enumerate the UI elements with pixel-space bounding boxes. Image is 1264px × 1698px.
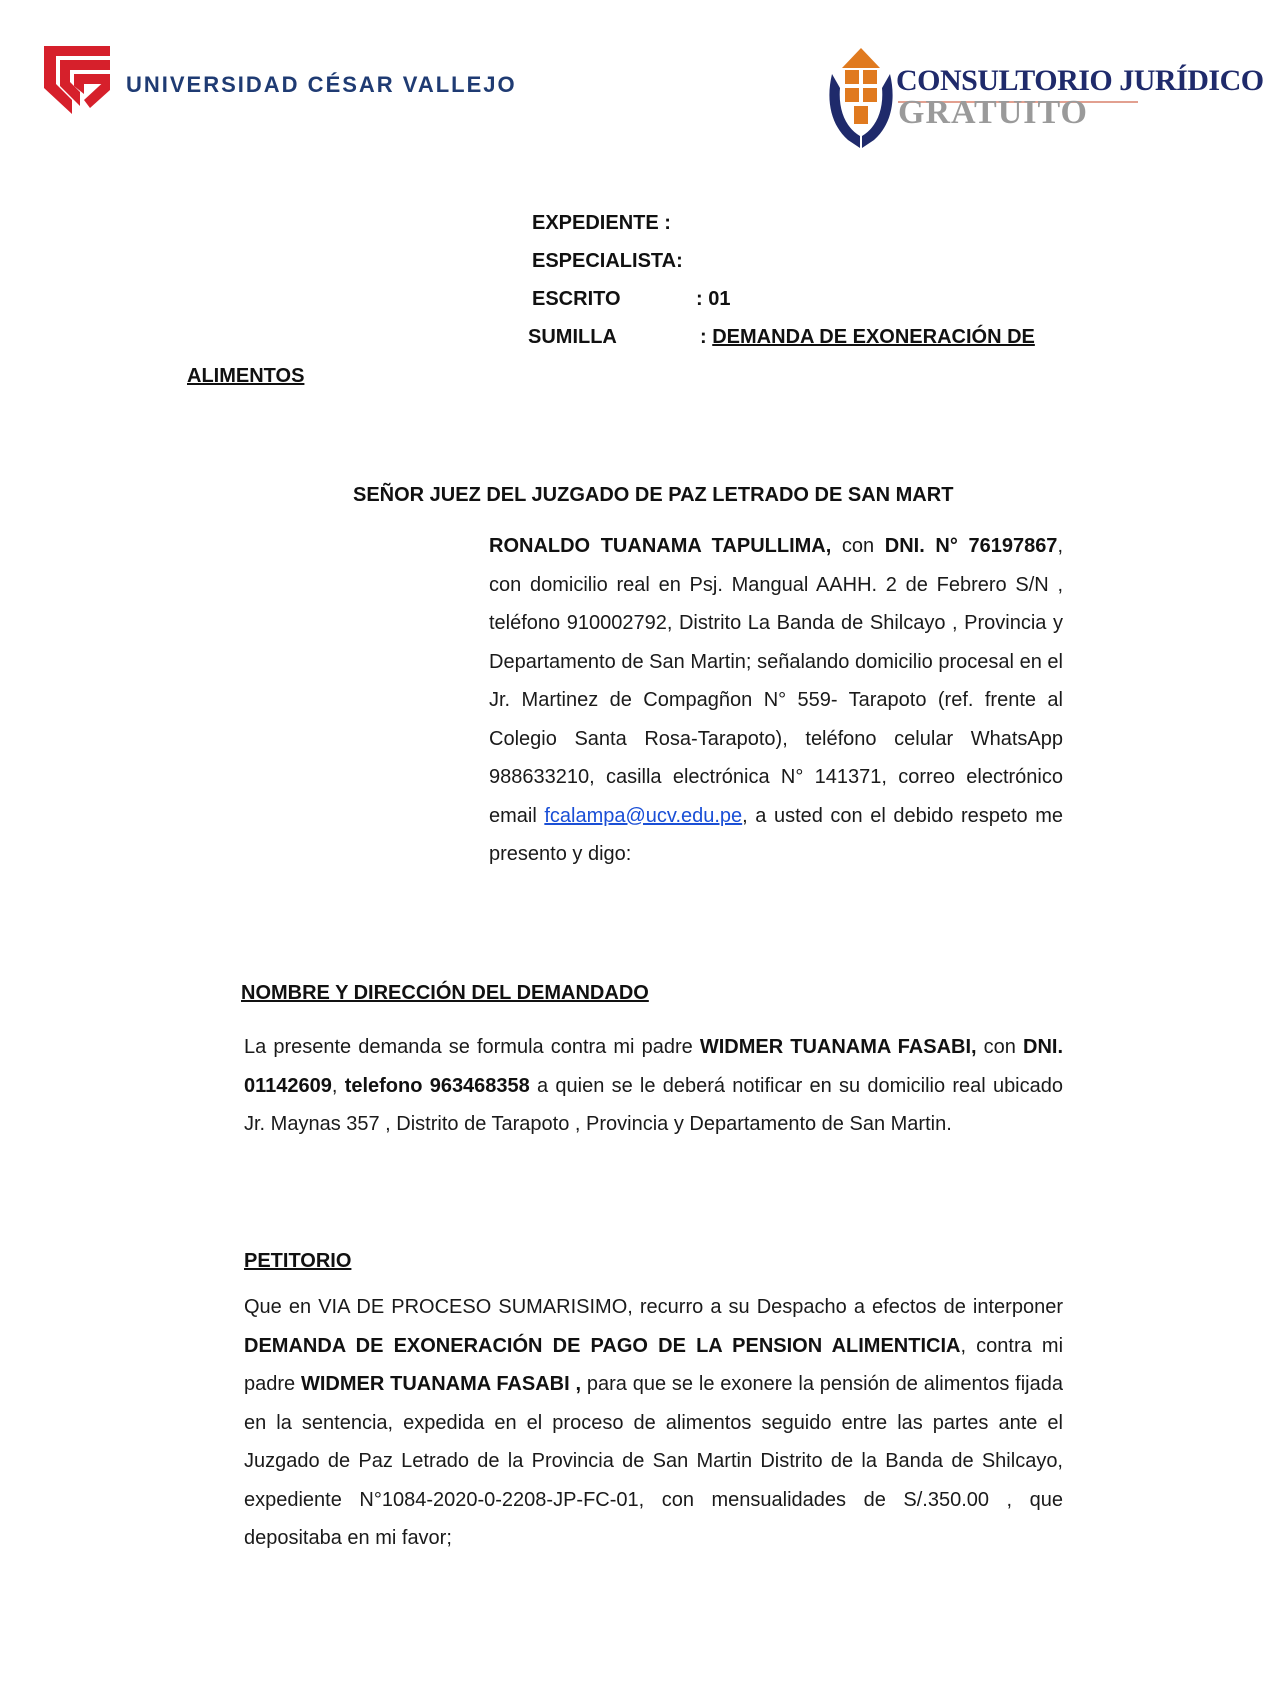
hands-house-icon	[826, 44, 896, 154]
gratuito-text: GRATUITO	[898, 94, 1089, 131]
demandado-text-3: ,	[331, 1074, 345, 1097]
intro-text-3: , a usted con el debido respeto me presento y digo:	[489, 804, 1063, 865]
intro-text-1: con	[831, 535, 885, 557]
plaintiff-dni: DNI. N° 76197867	[884, 535, 1058, 557]
petitorio-defendant-name: WIDMER TUANAMA FASABI ,	[300, 1373, 582, 1395]
expediente-field	[532, 212, 671, 235]
petitorio-paragraph	[244, 1288, 1063, 1558]
especialista-label: ESPECIALISTA:	[532, 250, 683, 272]
addressee-line: SEÑOR JUEZ DEL JUZGADO DE PAZ LETRADO DE SAN MART	[353, 484, 954, 506]
defendant-dni: DNI. 01142609	[244, 1036, 1063, 1097]
sumilla-label: SUMILLA	[528, 326, 617, 348]
escrito-value: : 01	[696, 288, 731, 310]
escrito-field	[532, 288, 730, 311]
demandado-paragraph	[244, 1028, 1063, 1144]
defendant-phone: telefono 963468358	[344, 1074, 530, 1097]
demand-type: DEMANDA DE EXONERACIÓN DE PAGO DE LA PENSION ALIMENTICIA	[244, 1334, 961, 1357]
demandado-section-title: NOMBRE Y DIRECCIÓN DEL DEMANDADO	[241, 982, 649, 1004]
sumilla-value: DEMANDA DE EXONERACIÓN DE	[712, 326, 1035, 348]
consultorio-juridico-text: CONSULTORIO JURÍDICO	[896, 64, 1264, 97]
escrito-label: ESCRITO	[532, 288, 621, 310]
ucv-logo	[42, 44, 517, 124]
demandado-text-2: con	[976, 1036, 1023, 1058]
petitorio-text-3: para que se le exonere la pensión de alimentos fijada en la sentencia, expedida en el proceso de alimentos seguido entre las partes ante el Juzgado de Paz Letrado de la Provincia de San Martin Distrito de la Banda de Shilcayo, expediente N°1084-2020-0-2208-JP-FC-01, con mensualidades de S/.350.00 , que depositaba en mi favor;	[244, 1373, 1063, 1549]
defendant-name: WIDMER TUANAMA FASABI,	[699, 1036, 977, 1058]
plaintiff-name: RONALDO TUANAMA TAPULLIMA,	[489, 535, 832, 557]
sumilla-field	[528, 326, 1116, 349]
sumilla-colon: :	[700, 326, 707, 348]
email-link[interactable]: fcalampa@ucv.edu.pe	[544, 804, 743, 827]
demandado-text-1: La presente demanda se formula contra mi padre	[244, 1036, 700, 1058]
intro-paragraph	[489, 527, 1063, 874]
intro-text-2: , con domicilio real en Psj. Mangual AAHH. 2 de Febrero S/N , teléfono 910002792, Distrito La Banda de Shilcayo , Provincia y Departamento de San Martin; señalando domicilio procesal en el Jr. Martinez de Compagñon N° 559- Tarapoto (ref. frente al Colegio Santa Rosa-Tarapoto), teléfono celular WhatsApp 988633210, casilla electrónica N° 141371, correo electrónico email	[489, 535, 1063, 827]
sumilla-value-continued: ALIMENTOS	[187, 365, 305, 387]
ucv-logo-text: UNIVERSIDAD CÉSAR VALLEJO	[126, 72, 517, 97]
consultorio-juridico-logo	[826, 44, 1264, 154]
ucv-shield-icon	[42, 44, 112, 122]
petitorio-text-2: , contra mi padre	[244, 1334, 1064, 1395]
expediente-label: EXPEDIENTE :	[532, 212, 671, 234]
especialista-field	[532, 250, 683, 273]
petitorio-text-1: Que en VIA DE PROCESO SUMARISIMO, recurro a su Despacho a efectos de interponer	[244, 1296, 1063, 1318]
demandado-text-4: a quien se le deberá notificar en su domicilio real ubicado Jr. Maynas 357 , Distrito de Tarapoto , Provincia y Departamento de San Martin.	[244, 1074, 1063, 1135]
petitorio-section-title: PETITORIO	[244, 1250, 352, 1272]
